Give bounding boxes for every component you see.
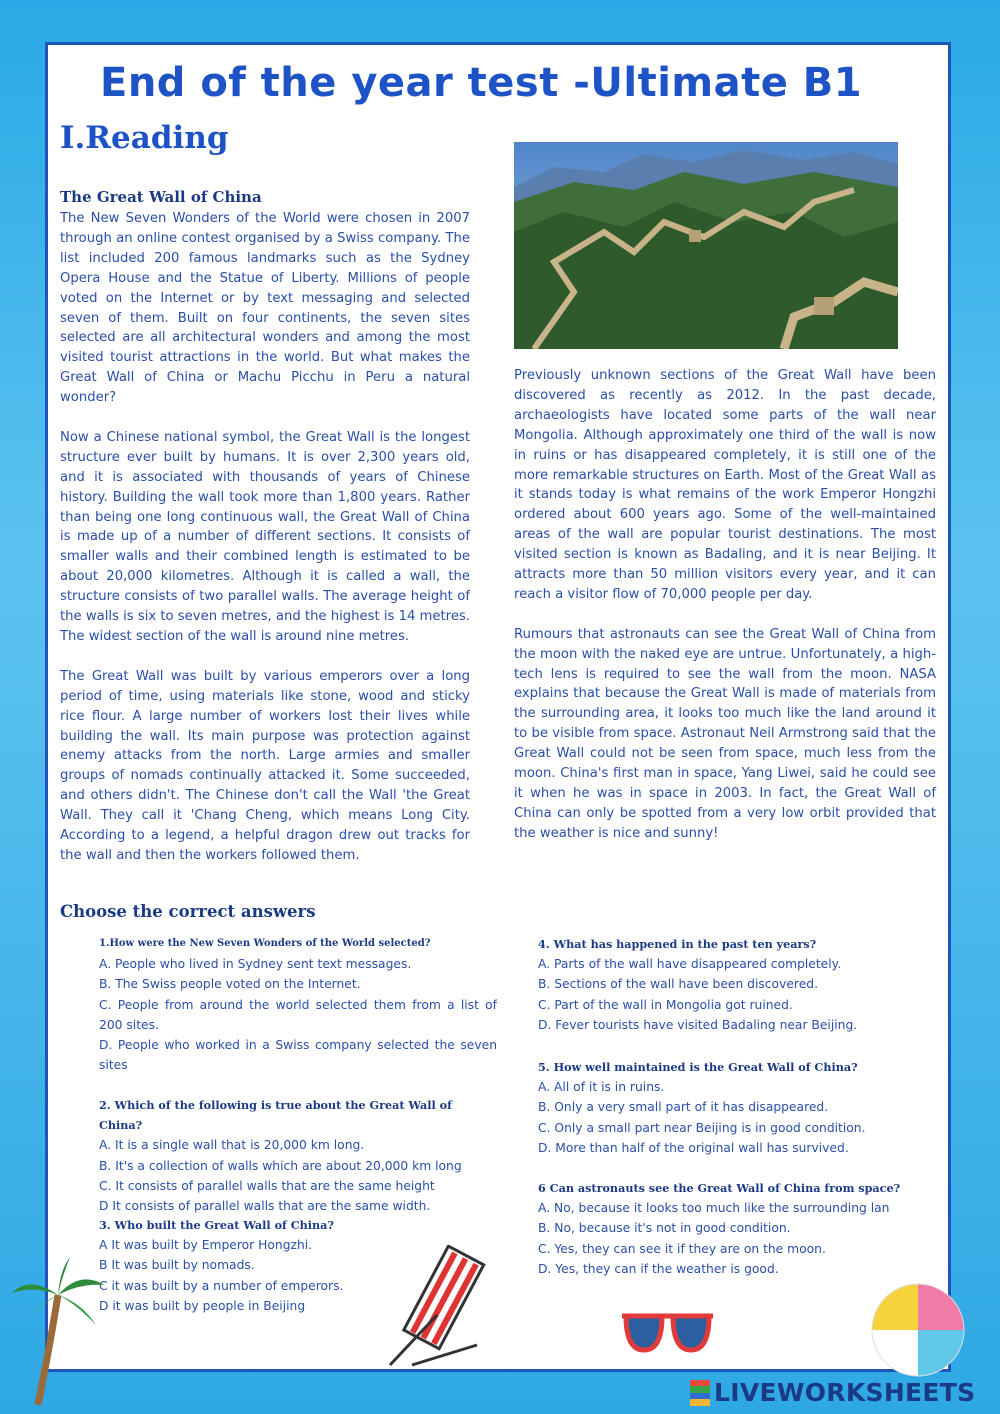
quiz-heading: Choose the correct answers xyxy=(60,902,316,921)
answer-option[interactable]: B It was built by nomads. xyxy=(99,1258,255,1273)
answer-option[interactable]: D It consists of parallel walls that are the same width. xyxy=(99,1199,431,1214)
question-text: 2. Which of the following is true about the Great Wall of China? xyxy=(99,1098,452,1133)
answer-option[interactable]: B. Sections of the wall have been discovered. xyxy=(538,977,818,992)
answer-option[interactable]: D. Yes, they can if the weather is good. xyxy=(538,1261,779,1276)
answer-option[interactable]: C it was built by a number of emperors. xyxy=(99,1278,344,1293)
question-1 xyxy=(99,934,497,1075)
answer-option[interactable]: B. Only a very small part of it has disappeared. xyxy=(538,1100,829,1115)
question-5 xyxy=(538,1057,918,1158)
answer-option[interactable]: C. People from around the world selected them from a list of 200 sites. xyxy=(99,997,497,1032)
answer-option[interactable]: B. The Swiss people voted on the Internet. xyxy=(99,977,361,992)
question-text: 1.How were the New Seven Wonders of the World selected? xyxy=(99,938,431,949)
article-paragraph: Previously unknown sections of the Great Wall have been discovered as recently as 2012. In the past decade, archaeologists have located some parts of the wall near Mongolia. Although approximately one third of the wall is now in ruins or has disappeared completely, it is still one of the more remarkable structures on Earth. Most of the Great Wall as it stands today is what remains of the work Emperor Hongzhi ordered about 600 years ago. Some of the well-maintained areas of the wall are popular tourist destinations. The most visited section is known as Badaling, and it is near Beijing. It attracts more than 50 million visitors every year, and it can reach a visitor flow of 70,000 people per day. xyxy=(514,368,936,602)
answer-option[interactable]: A. People who lived in Sydney sent text messages. xyxy=(99,957,412,972)
article-paragraph: The New Seven Wonders of the World were chosen in 2007 through an online contest organised by a Swiss company. The list included 200 famous landmarks such as the Sydney Opera House and the Statue of Liberty. Millions of people voted on the Internet or by text messaging and selected seven of them. Built on four continents, the seven sites selected are all architectural wonders and among the most visited tourist attractions in the world. But what makes the Great Wall of China or Machu Picchu in Peru a natural wonder? xyxy=(60,211,470,406)
question-3 xyxy=(99,1215,399,1316)
answer-option[interactable]: D it was built by people in Beijing xyxy=(99,1298,306,1313)
answer-option[interactable]: C. It consists of parallel walls that are the same height xyxy=(99,1178,435,1193)
answer-option[interactable]: A. All of it is in ruins. xyxy=(538,1080,665,1095)
answer-option[interactable]: A. Parts of the wall have disappeared completely. xyxy=(538,957,842,972)
answer-option[interactable]: D. Fever tourists have visited Badaling near Beijing. xyxy=(538,1017,858,1032)
question-6 xyxy=(538,1178,918,1279)
beach-ball-icon xyxy=(870,1282,966,1378)
answer-option[interactable]: D. People who worked in a Swiss company selected the seven sites xyxy=(99,1038,497,1073)
beach-chair-icon xyxy=(382,1245,502,1370)
question-4 xyxy=(538,934,918,1035)
brand-name: LIVEWORKSHEETS xyxy=(714,1378,976,1407)
answer-option[interactable]: B. No, because it's not in good condition. xyxy=(538,1221,791,1236)
section-heading: I.Reading xyxy=(60,120,229,156)
question-text: 5. How well maintained is the Great Wall of China? xyxy=(538,1060,858,1074)
page-title: End of the year test -Ultimate B1 xyxy=(100,60,863,106)
great-wall-photo xyxy=(514,142,898,349)
question-2 xyxy=(99,1095,497,1216)
palm-tree-icon xyxy=(10,1255,105,1405)
liveworksheets-logo xyxy=(690,1378,975,1407)
article-paragraph: Now a Chinese national symbol, the Great Wall is the longest structure ever built by humans. It is over 2,300 years old, and it is associated with thousands of years of Chinese history. Building the wall took more than 1,800 years. Rather than being one long continuous wall, the Great Wall of China is made up of a number of different sections. It consists of smaller walls and their combined length is estimated to be about 20,000 kilometres. Although it is called a wall, the structure consists of two parallel walls. The average height of the walls is six to seven metres, and the highest is 14 metres. The widest section of the wall is around nine metres. xyxy=(60,429,470,645)
answer-option[interactable]: A. It is a single wall that is 20,000 km long. xyxy=(99,1138,365,1153)
answer-option[interactable]: D. More than half of the original wall has survived. xyxy=(538,1140,849,1155)
question-text: 6 Can astronauts see the Great Wall of China from space? xyxy=(538,1181,901,1195)
article-paragraph: Rumours that astronauts can see the Great Wall of China from the moon with the naked eye are untrue. Unfortunately, a high-tech lens is required to see the wall from the moon. NASA explains that because the Great Wall is made of materials from the surrounding area, it looks too much like the land around it to be visible from space. Astronaut Neil Armstrong said that the Great Wall could not be seen from space, much less from the moon. China's first man in space, Yang Liwei, said he could see it when he was in space in 2003. In fact, the Great Wall of China can only be spotted from a very low orbit provided that the weather is nice and sunny! xyxy=(514,626,936,841)
answer-option[interactable]: A It was built by Emperor Hongzhi. xyxy=(99,1238,313,1253)
liveworksheets-mark-icon xyxy=(690,1380,710,1406)
question-text: 4. What has happened in the past ten years? xyxy=(538,937,817,951)
article-left-column xyxy=(60,209,470,886)
question-text: 3. Who built the Great Wall of China? xyxy=(99,1218,334,1232)
answer-option[interactable]: A. No, because it looks too much like the surrounding lan xyxy=(538,1201,890,1216)
article-title: The Great Wall of China xyxy=(60,188,262,206)
answer-option[interactable]: B. It's a collection of walls which are about 20,000 km long xyxy=(99,1158,462,1173)
article-right-column xyxy=(514,366,936,864)
answer-option[interactable]: C. Only a small part near Beijing is in good condition. xyxy=(538,1120,866,1135)
sunglasses-icon xyxy=(620,1308,715,1356)
answer-option[interactable]: C. Yes, they can see it if they are on the moon. xyxy=(538,1241,826,1256)
article-paragraph: The Great Wall was built by various emperors over a long period of time, using materials like stone, wood and sticky rice flour. A large number of workers lost their lives while building the wall. Its main purpose was protection against enemy attacks from the north. Large armies and smaller groups of nomads continually attacked it. Some succeeded, and others didn't. The Chinese don't call the Wall 'the Great Wall. They call it 'Chang Cheng, which means Long City. According to a legend, a helpful dragon drew out tracks for the wall and then the workers followed them. xyxy=(60,668,470,863)
answer-option[interactable]: C. Part of the wall in Mongolia got ruined. xyxy=(538,997,793,1012)
